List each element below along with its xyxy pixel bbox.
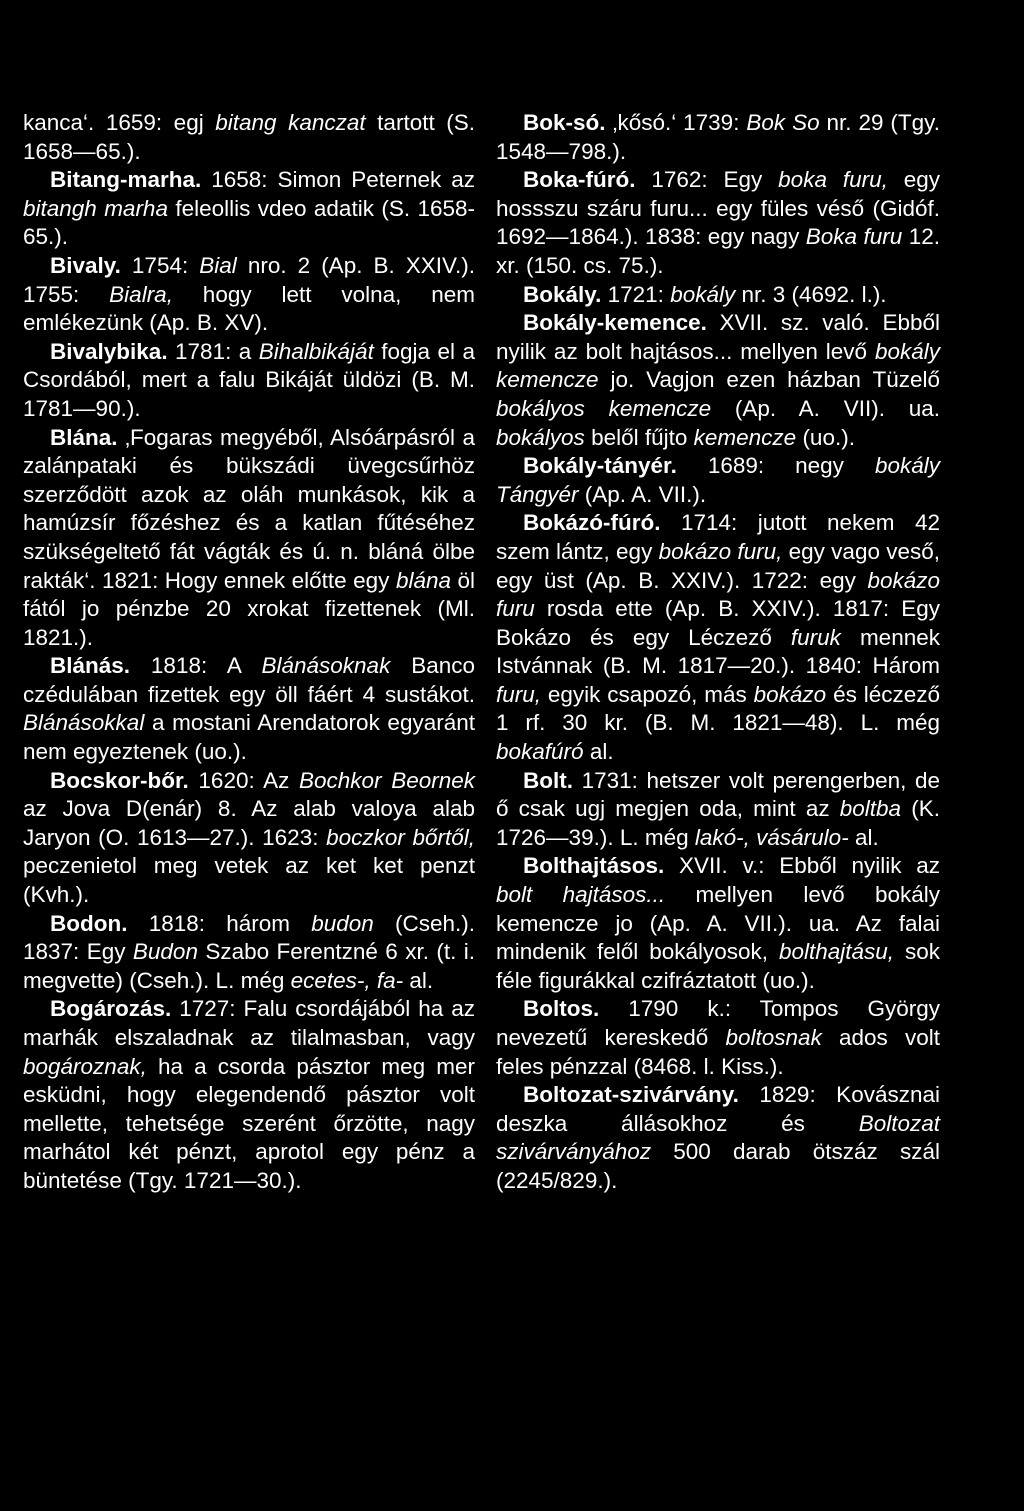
- entry-text: kanca‘. 1659: egj: [23, 110, 216, 135]
- dictionary-entry: [496, 166, 940, 280]
- entry-text: XVII. sz. való. Ebből nyilik az bolt hajtásos... mellyen levő: [496, 310, 940, 364]
- entry-citation-italic: Bok So: [746, 110, 820, 135]
- entry-headword: Blánás.: [50, 653, 131, 679]
- entry-citation-italic: boka furu,: [778, 167, 888, 193]
- entry-headword: Boltos.: [523, 996, 600, 1022]
- entry-text: 1818: három: [127, 910, 312, 936]
- entry-citation-italic: bokázo furu: [496, 567, 940, 622]
- entry-text: 1790 k.: Tompos György nevezetű kereskedő: [496, 996, 940, 1050]
- entry-text: al.: [583, 739, 614, 765]
- entry-citation-italic: bokafúró: [496, 739, 584, 765]
- entry-text: al.: [848, 824, 879, 850]
- entry-text: nr. 3 (4692. l.).: [735, 281, 887, 307]
- dictionary-entry: [23, 767, 475, 910]
- entry-citation-italic: bitang kanczat: [215, 110, 366, 135]
- entry-text: 1781: a: [167, 338, 259, 364]
- entry-text: feleollis vdeo adatik (S. 1658-65.).: [23, 195, 475, 250]
- entry-citation-italic: budon: [311, 910, 374, 936]
- entry-citation-italic: ecetes-, fa-: [290, 967, 404, 993]
- entry-text: Banco czédulában fizettek egy öll fáért 4 sustákot.: [23, 653, 475, 707]
- entry-text: (K. 1726—39.). L. még: [496, 796, 940, 850]
- dictionary-entry: [23, 424, 475, 653]
- entry-headword: Bocskor-bőr.: [50, 767, 189, 793]
- left-column: [23, 109, 475, 1196]
- entry-headword: Bokázó-fúró.: [523, 510, 661, 536]
- entry-headword: Bogározás.: [50, 996, 172, 1022]
- entry-citation-italic: bokályos kemencze: [496, 395, 712, 421]
- entry-headword: Bolt.: [523, 767, 573, 793]
- dictionary-entry: [23, 338, 475, 424]
- dictionary-entry: [496, 452, 940, 509]
- entry-text: az Jova D(enár) 8. Az alab valoya alab Jaryon (O. 1613—27.). 1623:: [23, 796, 475, 850]
- entry-citation-italic: lakó-, vásárulo-: [694, 824, 849, 850]
- entry-text: 1721:: [601, 281, 671, 307]
- entry-citation-italic: Bialra,: [109, 281, 173, 307]
- entry-text: 500 darab ötszáz szál (2245/829.).: [496, 1139, 940, 1193]
- entry-text: belől fűjto: [584, 424, 694, 450]
- entry-text: peczenietol meg vetek az ket ket penzt (Kvh.).: [23, 853, 475, 908]
- entry-text: 1620: Az: [188, 767, 300, 793]
- entry-text: (uo.).: [796, 424, 855, 450]
- dictionary-entry: [23, 910, 475, 996]
- entry-citation-italic: boltba: [839, 796, 902, 822]
- entry-headword: Bokály-kemence.: [523, 310, 707, 336]
- entry-text: 1689: negy: [676, 453, 875, 479]
- entry-text: 1727: Falu csordájából ha az marhák elszaladnak az tilalmasban, vagy: [23, 996, 475, 1050]
- entry-text: öl fától jo pénzbe 20 xrokat fizettenek (Ml. 1821.).: [23, 567, 476, 650]
- dictionary-entry: [496, 767, 940, 853]
- dictionary-entry: [496, 995, 940, 1081]
- entry-citation-italic: Bihalbikáját: [258, 338, 374, 364]
- dictionary-entry: [23, 109, 475, 166]
- entry-citation-italic: furuk: [790, 624, 841, 650]
- entry-headword: Bivalybika.: [50, 338, 168, 364]
- entry-citation-italic: Bial: [199, 252, 237, 278]
- entry-headword: Bitang-marha.: [50, 167, 202, 193]
- entry-text: mellyen levő bokály kemencze jo (Ap. A. VII.). ua. Az falai mindenik felől bokályosok,: [496, 882, 940, 965]
- dictionary-entry: [23, 166, 475, 252]
- entry-citation-italic: boczkor bőrtől,: [326, 824, 475, 850]
- entry-text: XVII. v.: Ebből nyilik az: [664, 853, 940, 879]
- entry-citation-italic: bogároznak,: [23, 1053, 147, 1079]
- entry-citation-italic: Blánásokkal: [23, 710, 145, 736]
- entry-headword: Boka-fúró.: [523, 167, 636, 193]
- entry-text: nro. 2 (Ap. B. XXIV.). 1755:: [23, 252, 475, 307]
- entry-text: sok féle figurákkal czifráztatott (uo.).: [496, 939, 940, 993]
- entry-text: 1762: Egy: [635, 167, 779, 193]
- dictionary-entry: [23, 995, 475, 1195]
- entry-citation-italic: bokályos: [496, 424, 585, 450]
- entry-text: 1731: hetszer volt perengerben, de ő csak ugj megjen oda, mint az: [496, 767, 940, 822]
- entry-citation-italic: furu,: [496, 681, 542, 707]
- entry-citation-italic: bokály kemencze: [496, 338, 940, 393]
- entry-text: egy hossszu száru furu... egy füles véső (Gidóf. 1692—1864.). 1838: egy nagy: [496, 167, 940, 250]
- entry-text: ados volt feles pénzzal (8468. l. Kiss.).: [496, 1025, 940, 1079]
- entry-text: a mostani Arendatorok egyaránt nem egyeztenek (uo.).: [23, 710, 475, 765]
- entry-text: fogja el a Csordából, mert a falu Bikáját üldözi (B. M. 1781—90.).: [23, 338, 475, 421]
- entry-headword: Bokály-tányér.: [523, 453, 677, 479]
- entry-text: tartott (S. 1658—65.).: [23, 110, 475, 164]
- dictionary-entry: [496, 109, 940, 166]
- entry-text: (Cseh.). 1837: Egy: [23, 910, 476, 965]
- dictionary-entry: [23, 252, 475, 338]
- entry-text: 12. xr. (150. cs. 75.).: [496, 224, 941, 278]
- entry-text: jo. Vagjon ezen házban Tüzelő: [598, 367, 940, 393]
- entry-text: Szabo Ferentzné 6 xr. (t. i. megvette) (Cseh.). L. még: [23, 939, 475, 993]
- entry-citation-italic: Bochkor Beornek: [299, 767, 475, 793]
- entry-text: rosda ette (Ap. B. XXIV.). 1817: Egy Bokázo és egy Léczező: [496, 596, 940, 650]
- entry-text: ha a csorda pásztor meg mer esküdni, hogy elegendendő pásztor volt mellette, tehetsége szerént őrzötte, nagy marhátol két pénzt, aprotol egy pénz a büntetése (Tgy. 1721—30.).: [23, 1053, 475, 1193]
- entry-text: 1754:: [120, 252, 200, 278]
- entry-text: 1714: jutott nekem 42 szem lántz, egy: [496, 510, 940, 564]
- dictionary-entry: [496, 509, 940, 766]
- dictionary-entry: [496, 852, 940, 995]
- entry-citation-italic: Blánásoknak: [261, 653, 391, 679]
- dictionary-entry: [496, 309, 940, 452]
- entry-citation-italic: blána: [395, 567, 451, 593]
- entry-headword: Bodon.: [50, 910, 128, 936]
- entry-text: nr. 29 (Tgy. 1548—798.).: [496, 110, 940, 164]
- entry-text: ‚Fogaras megyéből, Alsóárpásról a zalánpataki és bükszádi üvegcsűrhöz szerződött azok az oláh munkások, kik a hamúzsír főzéshez és a katlan fűtéséhez szükségeltető fát vágták és ú. n. bláná ölbe rakták‘. 1821: Hogy ennek előtte egy: [23, 424, 475, 593]
- entry-headword: Boltozat-szivárvány.: [523, 1082, 739, 1108]
- entry-citation-italic: bitangh marha: [23, 195, 168, 221]
- entry-citation-italic: bolthajtásu,: [778, 939, 895, 965]
- entry-headword: Bivaly.: [50, 252, 121, 278]
- entry-citation-italic: bokázo: [753, 681, 827, 707]
- entry-text: ‚kősó.‘ 1739:: [605, 110, 747, 135]
- entry-text: egy vago veső, egy üst (Ap. B. XXIV.). 1722: egy: [496, 538, 941, 593]
- entry-citation-italic: bokázo furu,: [658, 538, 783, 564]
- entry-citation-italic: Boltozat szivárványához: [496, 1110, 940, 1165]
- entry-text: 1658: Simon Peternek az: [201, 167, 475, 193]
- entry-text: 1829: Kovásznai deszka állásokhoz és: [496, 1082, 940, 1136]
- dictionary-entry: [496, 1081, 940, 1195]
- entry-text: egyik csapozó, más: [541, 681, 754, 707]
- entry-headword: Bok-só.: [523, 110, 606, 135]
- entry-text: 1818: A: [130, 653, 262, 679]
- entry-text: mennek Istvánnak (B. M. 1817—20.). 1840: Három: [496, 624, 940, 679]
- entry-citation-italic: bokály: [670, 281, 736, 307]
- entry-citation-italic: bolt hajtásos...: [496, 882, 666, 908]
- entry-citation-italic: bokály Tángyér: [496, 453, 940, 507]
- dictionary-entry: [23, 652, 475, 766]
- dictionary-entry: [496, 281, 940, 310]
- entry-text: (Ap. A. VII.).: [578, 481, 707, 507]
- entry-text: hogy lett volna, nem emlékezünk (Ap. B. XV).: [23, 281, 475, 336]
- entry-text: és léczező 1 rf. 30 kr. (B. M. 1821—48). L. még: [496, 681, 940, 736]
- entry-headword: Blána.: [50, 424, 118, 450]
- entry-headword: Bolthajtásos.: [523, 853, 665, 879]
- entry-headword: Bokály.: [523, 281, 602, 307]
- entry-text: al.: [403, 967, 434, 993]
- entry-citation-italic: Budon: [132, 939, 198, 965]
- right-column: [496, 109, 940, 1196]
- entry-text: (Ap. A. VII). ua.: [711, 395, 940, 421]
- entry-citation-italic: kemencze: [693, 424, 797, 450]
- entry-citation-italic: Boka furu: [805, 224, 903, 250]
- entry-citation-italic: boltosnak: [725, 1025, 822, 1050]
